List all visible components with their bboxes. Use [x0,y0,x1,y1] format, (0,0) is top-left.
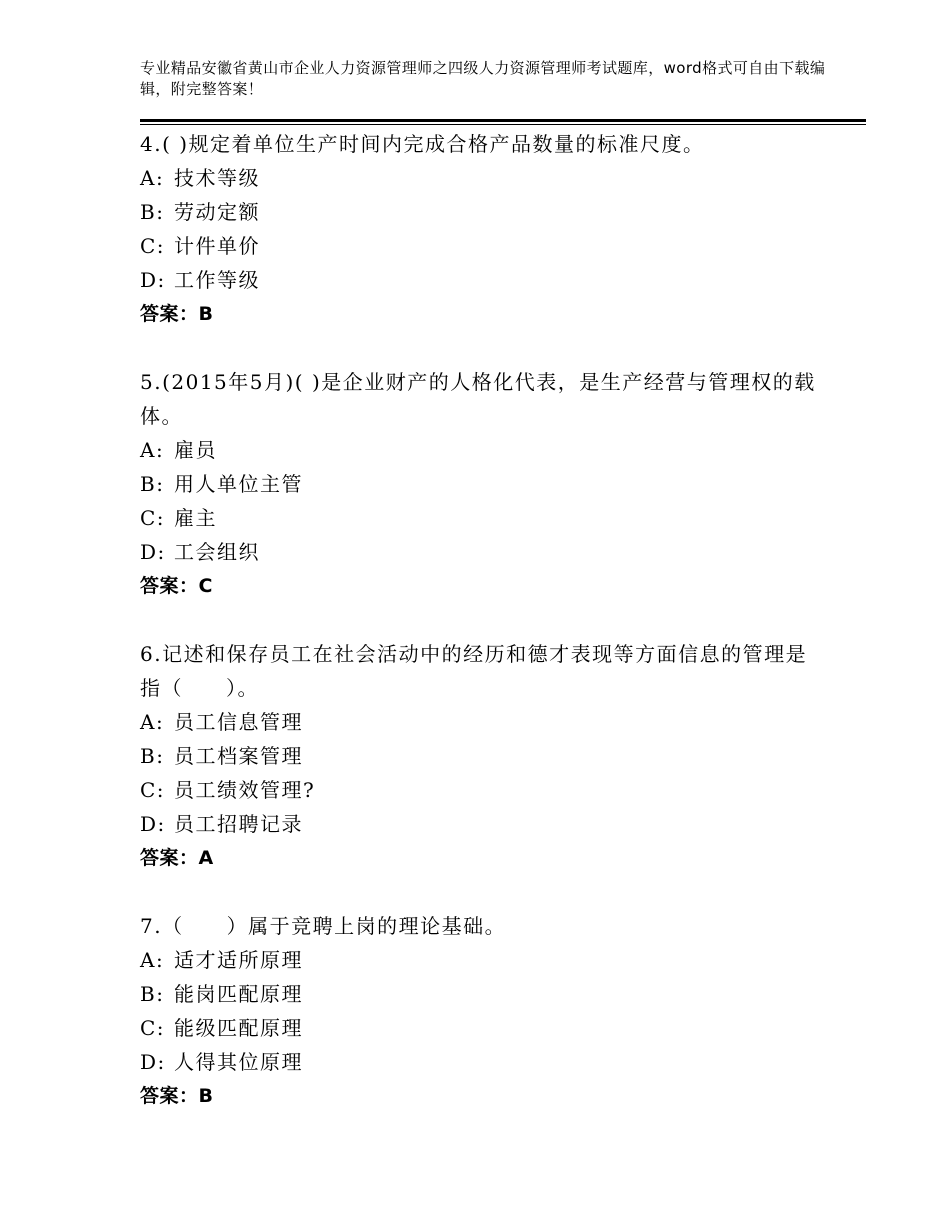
option-c [140,1011,820,1045]
option-key: D: [140,540,166,564]
option-d [140,807,820,841]
spacer [140,875,820,909]
option-text: 适才适所原理 [174,948,303,972]
spacer [140,331,820,365]
answer-line: 答案：A [140,847,214,869]
option-key: B: [140,744,165,768]
question-stem: 7.（ ）属于竞聘上岗的理论基础。 [140,914,507,938]
option-key: C: [140,1016,166,1040]
question-4 [140,127,820,331]
option-a [140,705,820,739]
option-c [140,773,820,807]
option-text: 劳动定额 [174,200,260,224]
option-key: C: [140,778,166,802]
option-text: 用人单位主管 [174,472,303,496]
option-d [140,263,820,297]
option-text: 计件单价 [174,234,260,258]
option-c [140,229,820,263]
question-5 [140,365,820,603]
option-key: C: [140,234,166,258]
option-d [140,1045,820,1079]
option-b [140,977,820,1011]
question-list [140,127,820,1113]
option-text: 能级匹配原理 [174,1016,303,1040]
option-key: D: [140,812,166,836]
option-a [140,943,820,977]
option-text: 雇员 [174,438,217,462]
option-text: 员工档案管理 [174,744,303,768]
option-key: A: [140,166,165,190]
option-text: 雇主 [174,506,217,530]
answer-line: 答案：B [140,1085,214,1107]
option-text: 员工招聘记录 [174,812,303,836]
header-rule-thin [140,124,866,125]
question-6 [140,637,820,875]
option-text: 工作等级 [174,268,260,292]
option-key: B: [140,982,165,1006]
option-key: D: [140,1050,166,1074]
document-header: 专业精品安徽省黄山市企业人力资源管理师之四级人力资源管理师考试题库，word格式可自由下载编辑，附完整答案！ [140,59,826,98]
option-key: A: [140,948,165,972]
question-stem: 4.( )规定着单位生产时间内完成合格产品数量的标准尺度。 [140,132,705,156]
question-7 [140,909,820,1113]
option-text: 能岗匹配原理 [174,982,303,1006]
option-key: A: [140,438,165,462]
option-key: B: [140,472,165,496]
spacer [140,603,820,637]
option-key: A: [140,710,165,734]
option-text: 工会组织 [174,540,260,564]
option-c [140,501,820,535]
option-b [140,467,820,501]
answer-line: 答案：C [140,575,213,597]
option-text: 人得其位原理 [174,1050,303,1074]
option-key: D: [140,268,166,292]
option-b [140,195,820,229]
question-stem: 5.(2015年5月)( )是企业财产的人格化代表，是生产经营与管理权的载体。 [140,370,816,428]
option-a [140,433,820,467]
header-rule-thick [140,119,866,122]
question-stem: 6.记述和保存员工在社会活动中的经历和德才表现等方面信息的管理是指（ ）。 [140,642,808,700]
option-text: 技术等级 [174,166,260,190]
option-d [140,535,820,569]
option-a [140,161,820,195]
option-key: B: [140,200,165,224]
option-b [140,739,820,773]
answer-line: 答案：B [140,303,214,325]
option-text: 员工绩效管理? [174,778,316,802]
option-key: C: [140,506,166,530]
option-text: 员工信息管理 [174,710,303,734]
